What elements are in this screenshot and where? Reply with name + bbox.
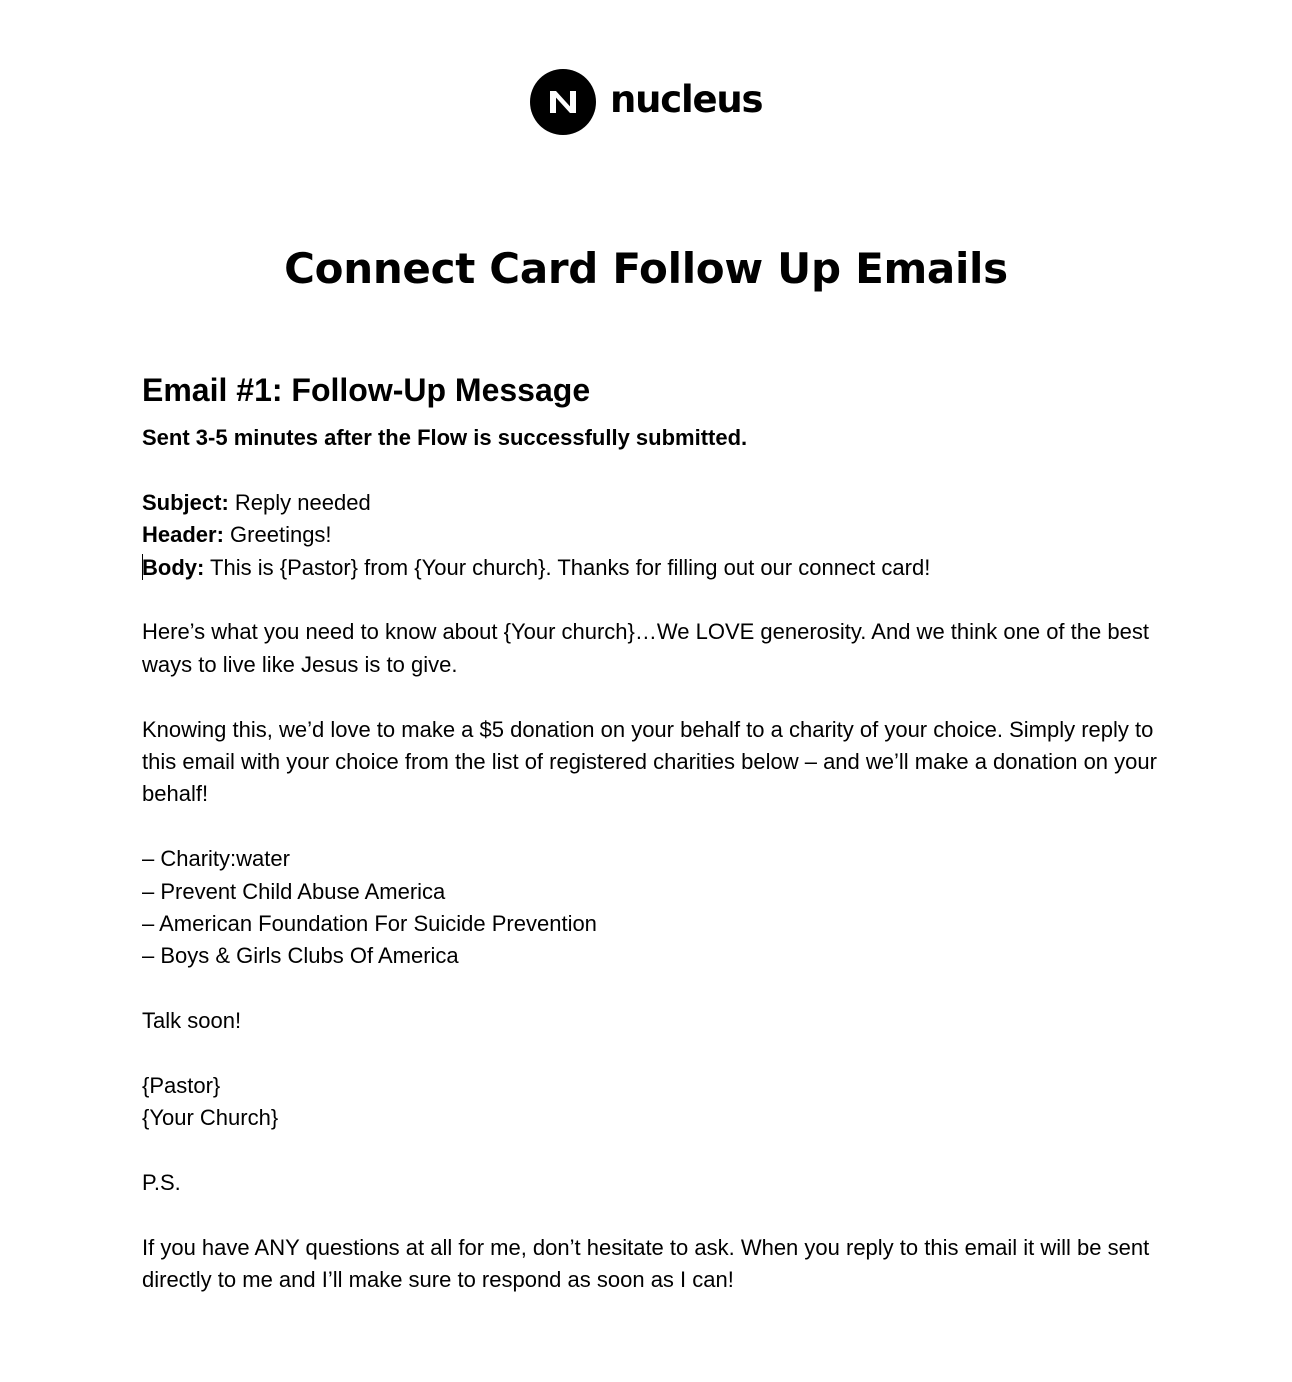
header-label: Header:: [142, 522, 224, 548]
signature-name: {Pastor}: [142, 1073, 221, 1099]
body-line[interactable]: [142, 552, 1162, 584]
body-intro: This is {Pastor} from {Your church}. Thanks for filling out our connect card!: [210, 554, 931, 580]
list-item: – Prevent Child Abuse America: [142, 878, 446, 904]
subject-value: Reply needed: [234, 489, 371, 515]
subject-line: [142, 487, 1162, 519]
header-line: [142, 519, 1162, 551]
body-label: Body:: [142, 554, 205, 580]
document-title: Connect Card Follow Up Emails: [284, 244, 1008, 293]
signature-church: {Your Church}: [142, 1105, 279, 1131]
list-item: – Boys & Girls Clubs Of America: [142, 943, 459, 969]
email-heading: Email #1: Follow-Up Message: [142, 372, 591, 408]
nucleus-logo-icon: [530, 69, 596, 135]
list-item: – American Foundation For Suicide Prevention: [142, 911, 597, 937]
email-timing: Sent 3-5 minutes after the Flow is successfully submitted.: [142, 425, 748, 450]
nucleus-wordmark: nucleus: [610, 77, 763, 121]
charity-list: [142, 843, 1162, 973]
paragraph-generosity: Here’s what you need to know about {Your church}…We LOVE generosity. And we think one of the best ways to live like Jesus is to give.: [142, 619, 1149, 677]
ps-label: P.S.: [142, 1170, 181, 1196]
header-value: Greetings!: [230, 522, 332, 548]
nucleus-logo: [530, 68, 762, 136]
list-item: – Charity:water: [142, 846, 290, 872]
subject-label: Subject:: [142, 489, 229, 515]
closing-line: Talk soon!: [142, 1008, 242, 1034]
ps-text: If you have ANY questions at all for me, don’t hesitate to ask. When you reply to this email it will be sent directly to me and I’ll make sure to respond as soon as I can!: [142, 1235, 1150, 1293]
email-content: [142, 368, 1162, 1297]
paragraph-donation: Knowing this, we’d love to make a $5 donation on your behalf to a charity of your choice. Simply reply to this email with your choice from the list of registered charities below – and we’ll make a donation on your behalf!: [142, 716, 1157, 807]
